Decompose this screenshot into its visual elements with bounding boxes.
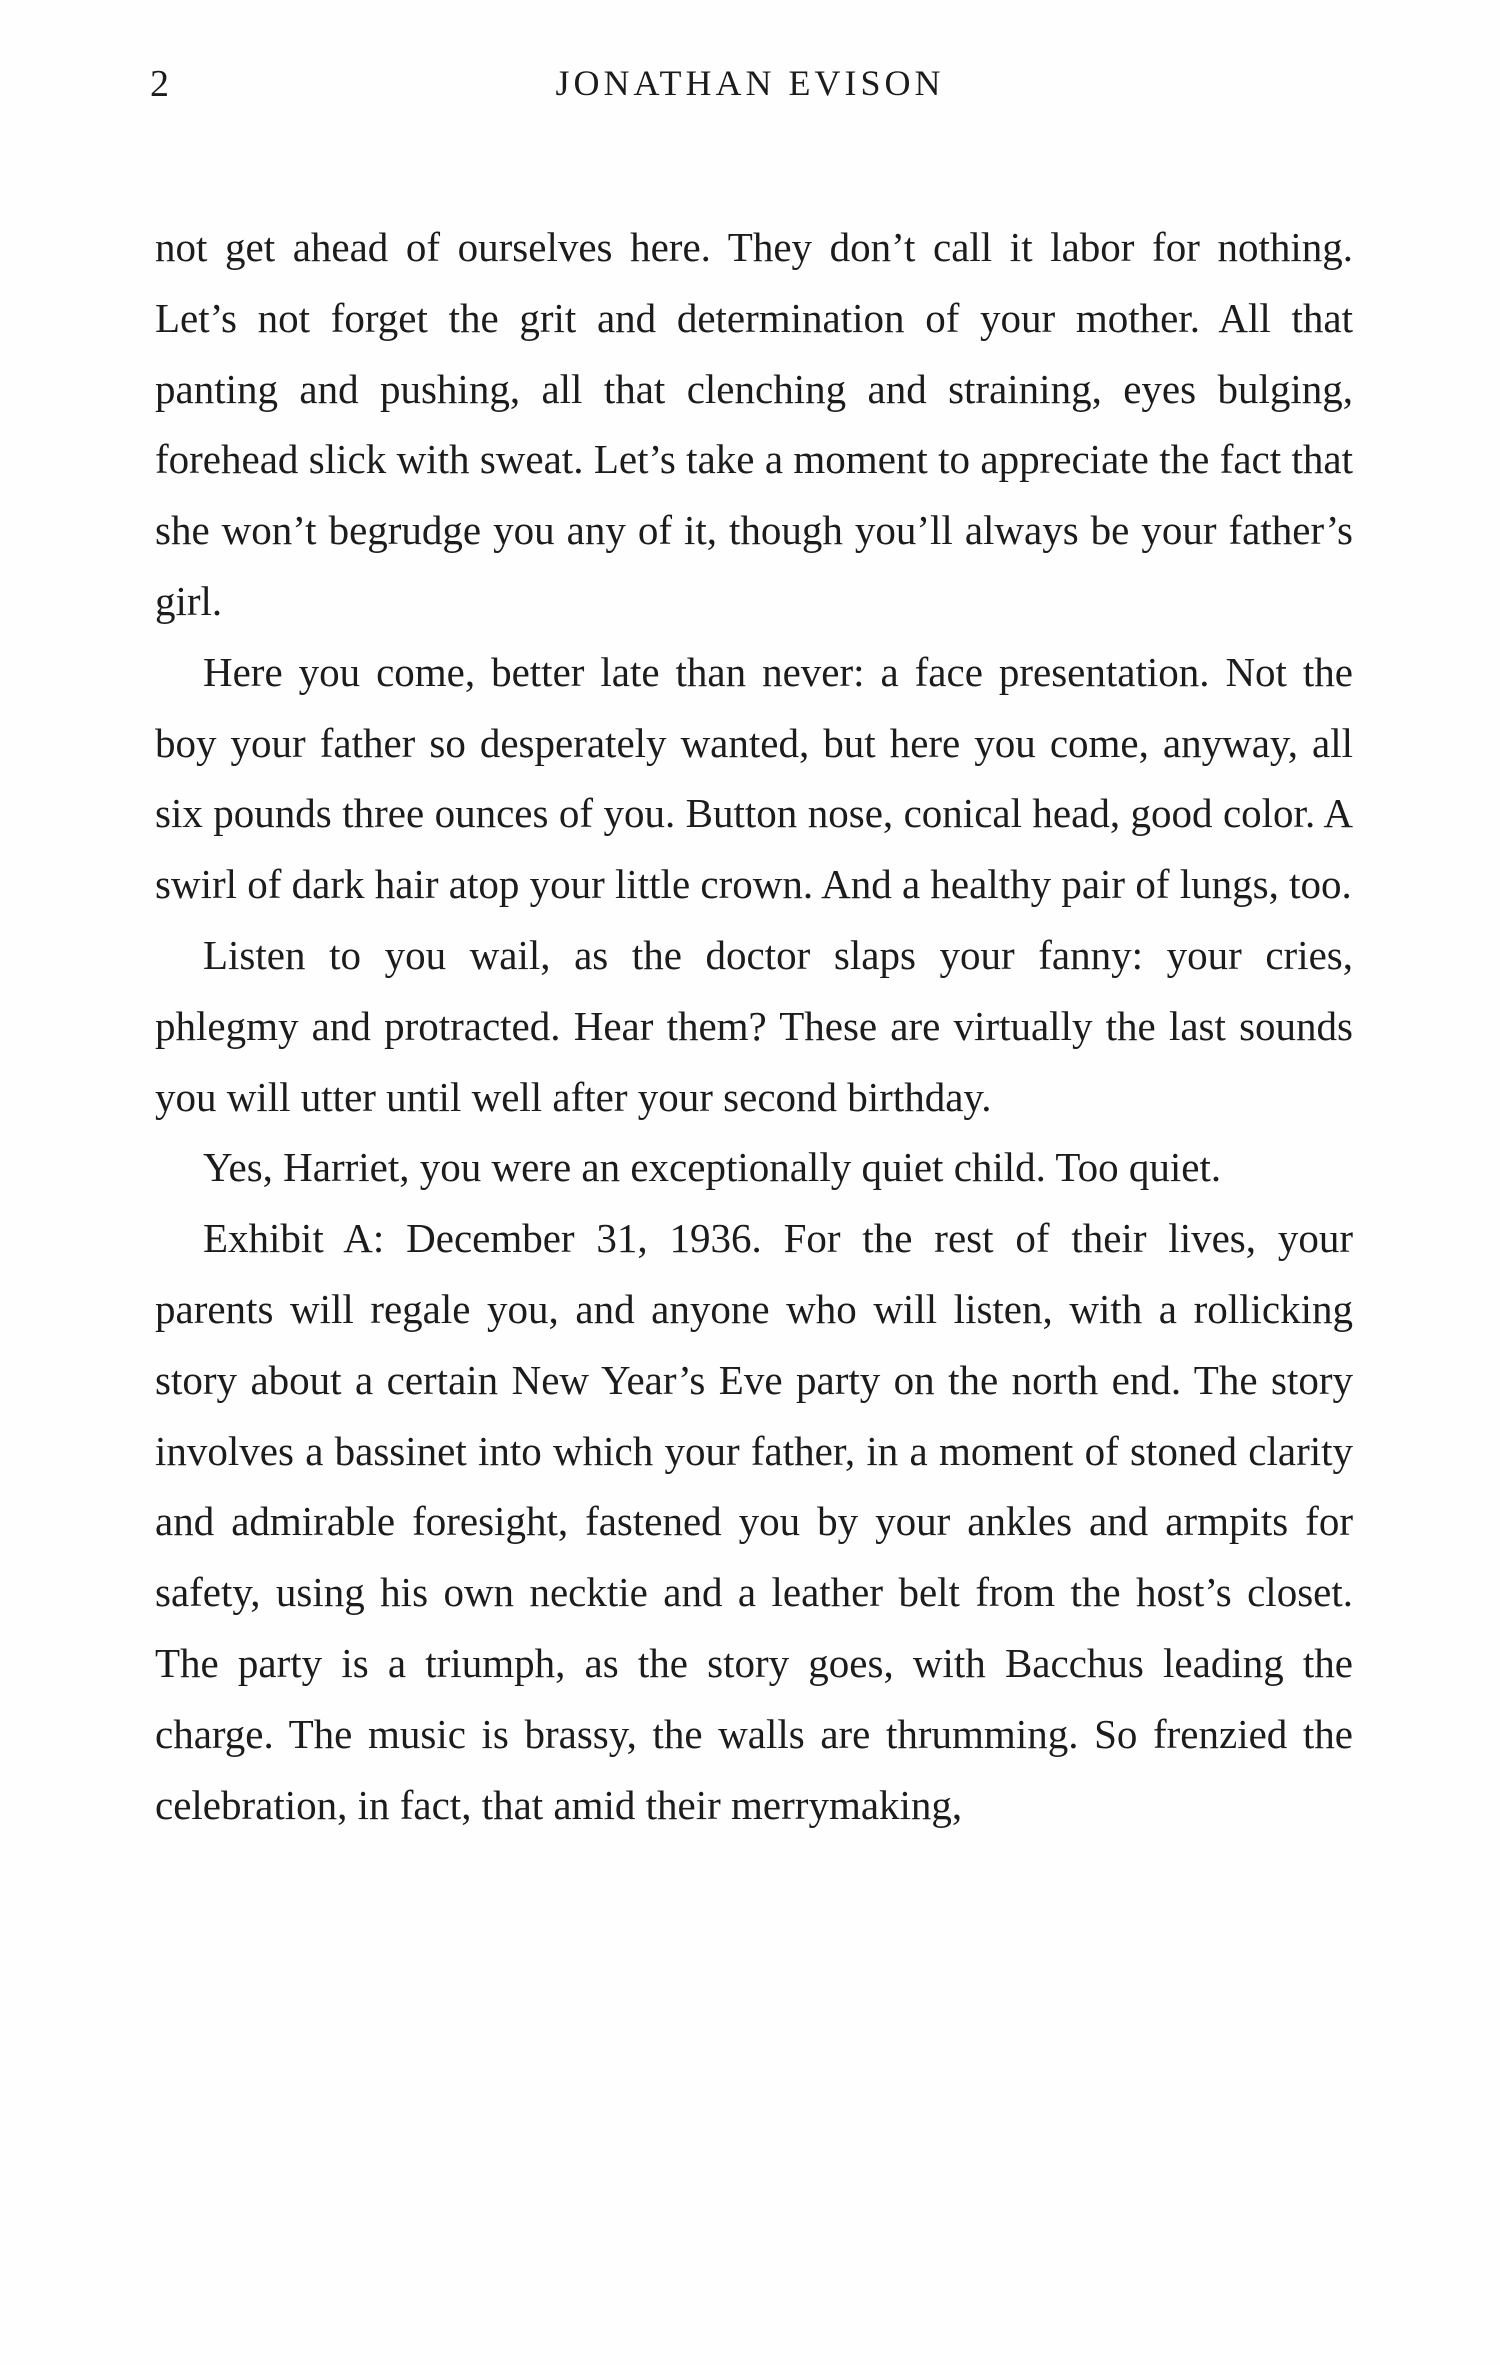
running-title: JONATHAN EVISON: [555, 63, 945, 103]
paragraph: Here you come, better late than never: a face presentation. Not the boy your father so desperately wanted, but here you come, anyway, all six pounds three ounces of you. Button nose, conical head, good color. A swirl of dark hair atop your little crown. And a healthy pair of lungs, too.: [155, 648, 1353, 908]
paragraph-continued: not get ahead of ourselves here. They don’t call it labor for nothing. Let’s not forget the grit and determination of your mother. All that panting and pushing, all that clenching and straining, eyes bulging, forehead slick with sweat. Let’s take a moment to appreciate the fact that she won’t begrudge you any of it, though you’ll always be your father’s girl.: [155, 224, 1353, 624]
running-head: [150, 62, 1350, 112]
paragraph: Listen to you wail, as the doctor slaps your fanny: your cries, phlegmy and protracted. Hear them? These are virtually the last sounds you will utter until well after your second birthday.: [155, 931, 1353, 1120]
paragraph: Yes, Harriet, you were an exceptionally quiet child. Too quiet.: [203, 1144, 1222, 1191]
body-text: [155, 212, 1353, 1840]
page-number: 2: [150, 63, 170, 105]
paragraph: Exhibit A: December 31, 1936. For the rest of their lives, your parents will regale you, and anyone who will listen, with a rollicking story about a certain New Year’s Eve party on the north end. The story involves a bassinet into which your father, in a moment of stoned clarity and admirable foresight, fastened you by your ankles and armpits for safety, using his own necktie and a leather belt from the host’s closet. The party is a triumph, as the story goes, with Bacchus leading the charge. The music is brassy, the walls are thrumming. So frenzied the celebration, in fact, that amid their merrymaking,: [155, 1215, 1353, 1828]
